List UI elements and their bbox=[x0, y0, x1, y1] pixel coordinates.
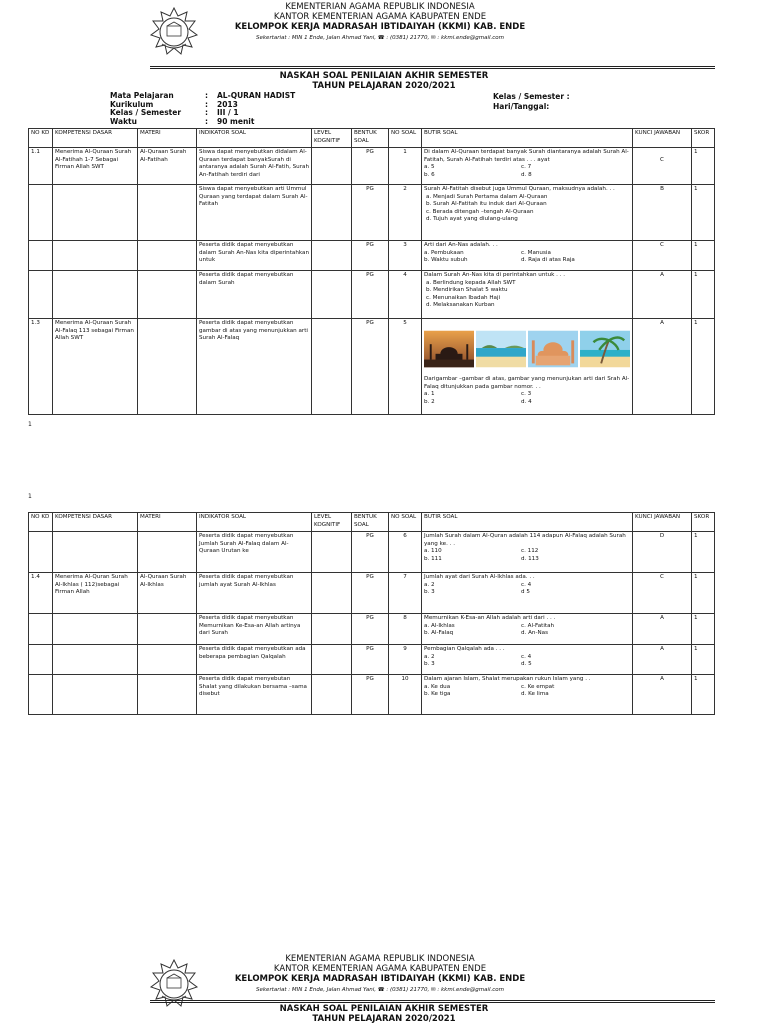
kunci-cell bbox=[633, 148, 692, 185]
office-name: KANTOR KEMENTERIAN AGAMA KABUPATEN ENDE bbox=[273, 964, 487, 974]
indikator-text: Peserta didik dapat menyebutkan jumlah ayat Surah Al-Ikhlas bbox=[197, 573, 312, 614]
header-no-soal: NO SOAL bbox=[389, 129, 422, 148]
materi-text: Al-Quraan Surah Al-Fatihah bbox=[138, 148, 197, 185]
question-text: Surah Al-Fatitah disebut juga Ummul Quraan, maksudnya adalah. . . bbox=[424, 186, 615, 192]
table-row bbox=[29, 319, 715, 415]
option-b: b. 2 bbox=[424, 398, 435, 405]
header-kd: KOMPETENSI DASAR bbox=[53, 129, 138, 148]
kd-text bbox=[53, 675, 138, 715]
kd-no bbox=[29, 614, 53, 645]
materi-text bbox=[138, 271, 197, 319]
materi-text bbox=[138, 319, 197, 415]
skor-cell: 1 bbox=[692, 185, 715, 241]
skor-cell: 1 bbox=[692, 271, 715, 319]
level-cell bbox=[312, 573, 352, 614]
doc-title-line1: NASKAH SOAL PENILAIAN AKHIR SEMESTER bbox=[279, 71, 489, 81]
kemenag-emblem-icon bbox=[148, 6, 200, 58]
question-text: Dalam ajaran Islam, Shalat merupakan rukun Islam yang . . bbox=[424, 676, 591, 682]
option-b: b. Surah Al-Fatitah itu induk dari Al-Quraan bbox=[426, 201, 547, 208]
kd-text bbox=[53, 271, 138, 319]
kd-text: Menerima Al-Quraan Surah Al-Fatihah 1-7 Sebagai Firman Allah SWT bbox=[53, 148, 138, 185]
option-b: b. 6 bbox=[424, 171, 435, 178]
secretariat-address: Sekertariat : MIN 1 Ende, Jalan Ahmad Yani, ☎ : (0381) 21770, ✉ : kkmi.ende@gmail.com bbox=[256, 35, 504, 41]
mosque-sunset-picture bbox=[424, 330, 474, 368]
kunci-cell: A bbox=[633, 614, 692, 645]
option-a: a. Ke dua bbox=[424, 683, 451, 690]
table-header-row bbox=[29, 129, 715, 148]
materi-text bbox=[138, 532, 197, 573]
option-c: c. Berada ditengah –tengah Al-Quraan bbox=[426, 208, 534, 215]
letterhead-rule bbox=[150, 66, 715, 69]
option-d: d. 8 bbox=[521, 171, 532, 178]
option-a: a. 2 bbox=[424, 653, 435, 660]
meta-label: Kurikulum bbox=[110, 99, 154, 109]
header-butir: BUTIR SOAL bbox=[422, 513, 633, 532]
skor-cell: 1 bbox=[692, 675, 715, 715]
header-skor: SKOR bbox=[692, 129, 715, 148]
kunci-cell: C bbox=[633, 241, 692, 271]
indikator-text: Siswa dapat menyebutkan arti Ummul Quraan yang terdapat dalam Surah Al-Fatitah bbox=[197, 185, 312, 241]
header-level: LEVEL KOGNITIF bbox=[312, 513, 352, 532]
table-row bbox=[29, 148, 715, 185]
level-cell bbox=[312, 271, 352, 319]
question-table-2 bbox=[28, 512, 715, 715]
exam-meta-right bbox=[493, 92, 570, 111]
doc-title-line2: TAHUN PELAJARAN 2020/2021 bbox=[312, 1014, 456, 1024]
no-soal-cell: 10 bbox=[389, 675, 422, 715]
kunci-cell: A bbox=[633, 319, 692, 415]
kd-no: 1.3 bbox=[29, 319, 53, 415]
meta-value: 90 menit bbox=[217, 116, 255, 126]
exam-meta bbox=[110, 92, 377, 126]
header-bentuk: BENTUK SOAL bbox=[352, 129, 389, 148]
butir-cell bbox=[422, 532, 633, 573]
option-c: c. 4 bbox=[521, 581, 532, 588]
butir-cell bbox=[422, 614, 633, 645]
no-soal-cell: 2 bbox=[389, 185, 422, 241]
kd-text: Menerima Al-Quraan Surah Al-Falaq 113 sebagai Firman Allah SWT bbox=[53, 319, 138, 415]
kd-no bbox=[29, 185, 53, 241]
question-table-1 bbox=[28, 128, 715, 415]
header-bentuk: BENTUK SOAL bbox=[352, 513, 389, 532]
answer-options bbox=[424, 194, 630, 224]
answer-options bbox=[424, 684, 630, 699]
header-kunci: KUNCI JAWABAN bbox=[633, 513, 692, 532]
secretariat-address: Sekertariat : MIN 1 Ende, Jalan Ahmad Yani, ☎ : (0381) 21770, ✉ : kkmi.ende@gmail.com bbox=[256, 987, 504, 993]
answer-options bbox=[424, 582, 630, 597]
butir-cell bbox=[422, 148, 633, 185]
kd-text bbox=[53, 532, 138, 573]
materi-text bbox=[138, 675, 197, 715]
table-row bbox=[29, 614, 715, 645]
butir-cell bbox=[422, 319, 633, 415]
materi-text: Al-Quraan Surah Al-Ikhlas bbox=[138, 573, 197, 614]
materi-text bbox=[138, 241, 197, 271]
question-pictures bbox=[424, 330, 630, 368]
butir-cell bbox=[422, 675, 633, 715]
answer-options bbox=[424, 280, 630, 310]
indikator-text: Siswa dapat menyebutkan didalam Al-Quraan terdapat banyakSurah di antaranya adalah Surah Al-Fatih, Surah An-Fatihah terdiri dari bbox=[197, 148, 312, 185]
bentuk-cell: PG bbox=[352, 532, 389, 573]
mosque-domes-picture bbox=[528, 330, 578, 368]
no-soal-cell: 5 bbox=[389, 319, 422, 415]
option-a: a. Menjadi Surah Pertama dalam Al-Quraan bbox=[426, 193, 548, 200]
level-cell bbox=[312, 614, 352, 645]
indikator-text: Peserta didik dapat menyebutkan dalam Surah bbox=[197, 271, 312, 319]
option-b: b. Mendirikan Shalat 5 waktu bbox=[426, 287, 508, 294]
kunci-cell: C bbox=[633, 573, 692, 614]
meta-colon: : bbox=[205, 108, 208, 117]
no-soal-cell: 6 bbox=[389, 532, 422, 573]
table-row bbox=[29, 185, 715, 241]
office-name: KANTOR KEMENTERIAN AGAMA KABUPATEN ENDE bbox=[273, 12, 487, 22]
answer-options bbox=[424, 548, 630, 563]
option-c: c. 4 bbox=[521, 653, 532, 660]
answer-options bbox=[424, 623, 630, 638]
letterhead-rule bbox=[150, 1000, 715, 1003]
group-name: KELOMPOK KERJA MADRASAH IBTIDAIYAH (KKMI) KAB. ENDE bbox=[234, 22, 526, 32]
kunci-cell: A bbox=[633, 271, 692, 319]
meta-colon: : bbox=[205, 99, 208, 109]
question-text: Jumlah Surah dalam Al-Quran adalah 114 adapun Al-Falaq adalah Surah yang ke. . . bbox=[424, 533, 626, 547]
palm-beach-picture bbox=[580, 330, 630, 368]
butir-cell bbox=[422, 241, 633, 271]
option-a: a. Berlindung kepada Allah SWT bbox=[426, 279, 516, 286]
level-cell bbox=[312, 185, 352, 241]
option-a: a. Al-Ikhlas bbox=[424, 622, 455, 629]
header-materi: MATERI bbox=[138, 513, 197, 532]
level-cell bbox=[312, 532, 352, 573]
header-butir: BUTIR SOAL bbox=[422, 129, 633, 148]
skor-cell: 1 bbox=[692, 319, 715, 415]
question-text: Pembagian Qalqalah ada . . . bbox=[424, 646, 505, 652]
no-soal-cell: 7 bbox=[389, 573, 422, 614]
level-cell bbox=[312, 645, 352, 675]
skor-cell: 1 bbox=[692, 645, 715, 675]
no-soal-cell: 3 bbox=[389, 241, 422, 271]
question-text: Di dalam Al-Quraan terdapat banyak Surah diantaranya adalah Surah Al-Fatitah, Surah Al-Fatihah terdiri atas . . . ayat bbox=[424, 149, 629, 163]
header-no-soal: NO SOAL bbox=[389, 513, 422, 532]
option-d: d. Tujuh ayat yang diulang-ulang bbox=[426, 216, 518, 223]
meta-label: Waktu bbox=[110, 116, 137, 126]
option-a: a. Pembukaan bbox=[424, 249, 464, 256]
level-cell bbox=[312, 148, 352, 185]
bentuk-cell: PG bbox=[352, 645, 389, 675]
option-b: b. 3 bbox=[424, 661, 435, 668]
skor-cell: 1 bbox=[692, 532, 715, 573]
option-a: a. 110 bbox=[424, 548, 442, 555]
bentuk-cell: PG bbox=[352, 675, 389, 715]
meta-value: 2013 bbox=[217, 99, 238, 109]
option-a: a. 2 bbox=[424, 581, 435, 588]
kd-no bbox=[29, 645, 53, 675]
meta-right-date: Hari/Tanggal: bbox=[493, 101, 550, 111]
skor-cell: 1 bbox=[692, 614, 715, 645]
option-c: c. 7 bbox=[521, 164, 532, 171]
meta-label: Mata Pelajaran bbox=[110, 91, 174, 100]
option-c: c. Menunaikan Ibadah Haji bbox=[426, 294, 501, 301]
kd-text bbox=[53, 241, 138, 271]
level-cell bbox=[312, 675, 352, 715]
header-skor: SKOR bbox=[692, 513, 715, 532]
doc-title bbox=[0, 71, 768, 91]
skor-cell: 1 bbox=[692, 573, 715, 614]
kunci-cell: A bbox=[633, 645, 692, 675]
materi-text bbox=[138, 185, 197, 241]
ministry-name: KEMENTERIAN AGAMA REPUBLIK INDONESIA bbox=[285, 2, 475, 12]
question-text: Dalam Surah An-Nas kita di perintahkan untuk . . . bbox=[424, 272, 566, 278]
header-no-kd: NO KD bbox=[29, 129, 53, 148]
answer-options bbox=[424, 164, 630, 179]
butir-cell bbox=[422, 645, 633, 675]
kd-text bbox=[53, 185, 138, 241]
kd-text: Menerima Al-Quran Surah Al-Ikhlas ( 112)sebagai Firman Allah bbox=[53, 573, 138, 614]
group-name: KELOMPOK KERJA MADRASAH IBTIDAIYAH (KKMI) KAB. ENDE bbox=[234, 974, 526, 984]
skor-cell: 1 bbox=[692, 148, 715, 185]
indikator-text: Peserta didik dapat menyebutkan Memurnikan Ke-Esa-an Allah artinya dari Surah bbox=[197, 614, 312, 645]
header-level: LEVEL KOGNITIF bbox=[312, 129, 352, 148]
butir-cell bbox=[422, 573, 633, 614]
answer-key: C bbox=[660, 156, 664, 163]
option-b: b. Ke tiga bbox=[424, 691, 451, 698]
option-d: d. Raja di atas Raja bbox=[521, 257, 575, 264]
header-kunci: KUNCI JAWABAN bbox=[633, 129, 692, 148]
no-soal-cell: 8 bbox=[389, 614, 422, 645]
page-number: 1 bbox=[28, 493, 32, 500]
option-d: d. 5 bbox=[521, 661, 532, 668]
header-materi: MATERI bbox=[138, 129, 197, 148]
level-cell bbox=[312, 241, 352, 271]
bentuk-cell: PG bbox=[352, 573, 389, 614]
bentuk-cell: PG bbox=[352, 185, 389, 241]
kd-no bbox=[29, 241, 53, 271]
kd-no bbox=[29, 532, 53, 573]
question-text: Darigambar –gambar di atas, gambar yang menunjukan arti dari Srah Al-Falaq ditunjukkan pada gambar nomor. . . bbox=[424, 376, 630, 390]
bentuk-cell: PG bbox=[352, 271, 389, 319]
table-row bbox=[29, 241, 715, 271]
question-text: Arti dari An-Nas adalah. . . bbox=[424, 242, 498, 248]
kunci-cell: A bbox=[633, 675, 692, 715]
answer-options bbox=[424, 654, 630, 669]
meta-colon: : bbox=[205, 116, 208, 126]
kd-no bbox=[29, 271, 53, 319]
header-no-kd: NO KD bbox=[29, 513, 53, 532]
option-c: c. Manusia bbox=[521, 249, 551, 256]
indikator-text: Peserta didik dapat menyebutkan gambar di atas yang menunjukkan arti Surah Al-Falaq bbox=[197, 319, 312, 415]
bentuk-cell: PG bbox=[352, 241, 389, 271]
doc-title-line1: NASKAH SOAL PENILAIAN AKHIR SEMESTER bbox=[279, 1004, 489, 1014]
table-header-row bbox=[29, 513, 715, 532]
doc-title bbox=[0, 1004, 768, 1024]
table-row bbox=[29, 675, 715, 715]
meta-right-kelas: Kelas / Semester : bbox=[493, 92, 570, 101]
doc-title-line2: TAHUN PELAJARAN 2020/2021 bbox=[312, 81, 456, 91]
bentuk-cell: PG bbox=[352, 148, 389, 185]
kd-no bbox=[29, 675, 53, 715]
butir-cell bbox=[422, 185, 633, 241]
option-c: c. 112 bbox=[521, 548, 539, 555]
materi-text bbox=[138, 614, 197, 645]
level-cell bbox=[312, 319, 352, 415]
question-text: Jumlah ayat dari Surah Al-Ikhlas ada. . . bbox=[424, 574, 535, 580]
option-d: d. 113 bbox=[521, 555, 539, 562]
no-soal-cell: 9 bbox=[389, 645, 422, 675]
kunci-cell: B bbox=[633, 185, 692, 241]
meta-value: AL-QURAN HADIST bbox=[217, 91, 296, 100]
option-a: a. 5 bbox=[424, 164, 435, 171]
kd-text bbox=[53, 614, 138, 645]
indikator-text: Peserta didik dapat menyebutkan ada beberapa pembagian Qalqalah bbox=[197, 645, 312, 675]
table-row bbox=[29, 532, 715, 573]
option-d: d 5 bbox=[521, 589, 530, 596]
answer-options bbox=[424, 391, 630, 406]
option-d: d. Ke lima bbox=[521, 691, 549, 698]
header-kd: KOMPETENSI DASAR bbox=[53, 513, 138, 532]
option-b: b. Al-Falaq bbox=[424, 630, 454, 637]
table-row bbox=[29, 573, 715, 614]
materi-text bbox=[138, 645, 197, 675]
bentuk-cell: PG bbox=[352, 614, 389, 645]
butir-cell bbox=[422, 271, 633, 319]
option-c: c. Ke empat bbox=[521, 683, 555, 690]
question-text: Memurnikan K-Esa-an Allah adalah arti dari . . . bbox=[424, 615, 556, 621]
no-soal-cell: 4 bbox=[389, 271, 422, 319]
option-d: d. 4 bbox=[521, 398, 532, 405]
indikator-text: Peserta didik dapat menyebutkan dalam Surah An-Nas kita diperintahkan untuk bbox=[197, 241, 312, 271]
meta-value: III / 1 bbox=[217, 108, 239, 117]
table-row bbox=[29, 645, 715, 675]
option-d: d. An-Nas bbox=[521, 630, 549, 637]
letterhead-top bbox=[0, 0, 768, 62]
option-c: c. 3 bbox=[521, 391, 532, 398]
header-indikator: INDIKATOR SOAL bbox=[197, 129, 312, 148]
indikator-text: Peserta didik dapat menyebutan Shalat yang dilakukan bersama –sama disebut bbox=[197, 675, 312, 715]
option-b: b. 111 bbox=[424, 555, 442, 562]
no-soal-cell: 1 bbox=[389, 148, 422, 185]
meta-label: Kelas / Semester bbox=[110, 108, 182, 117]
kd-no: 1.1 bbox=[29, 148, 53, 185]
skor-cell: 1 bbox=[692, 241, 715, 271]
page-number: 1 bbox=[28, 421, 32, 428]
indikator-text: Peserta didik dapat menyebutkan Jumlah Surah Al-Falaq dalam Al-Quraan Urutan ke bbox=[197, 532, 312, 573]
option-b: b. 3 bbox=[424, 589, 435, 596]
option-c: c. Al-Fatitah bbox=[521, 622, 555, 629]
kd-no: 1.4 bbox=[29, 573, 53, 614]
beach-picture bbox=[476, 330, 526, 368]
option-b: b. Waktu subuh bbox=[424, 257, 468, 264]
ministry-name: KEMENTERIAN AGAMA REPUBLIK INDONESIA bbox=[285, 954, 475, 964]
meta-colon: : bbox=[205, 91, 208, 100]
answer-options bbox=[424, 250, 630, 265]
option-a: a. 1 bbox=[424, 391, 435, 398]
header-indikator: INDIKATOR SOAL bbox=[197, 513, 312, 532]
option-d: d. Melaksanakan Kurban bbox=[426, 302, 495, 309]
table-row bbox=[29, 271, 715, 319]
kunci-cell: D bbox=[633, 532, 692, 573]
bentuk-cell: PG bbox=[352, 319, 389, 415]
kd-text bbox=[53, 645, 138, 675]
